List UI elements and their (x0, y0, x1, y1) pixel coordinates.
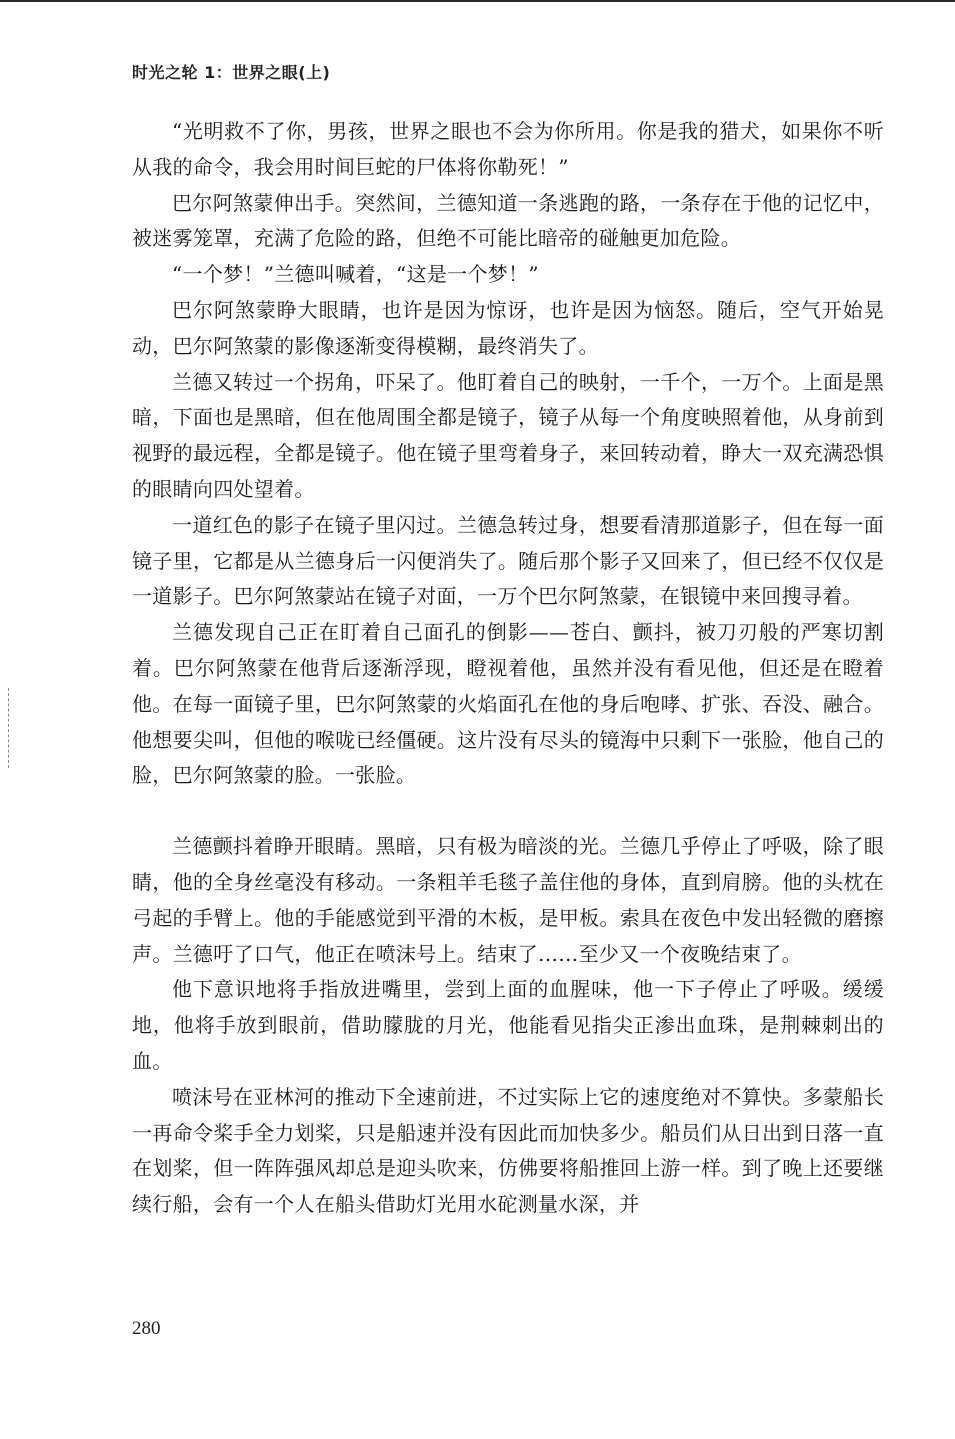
paragraph: “光明救不了你，男孩，世界之眼也不会为你所用。你是我的猎犬，如果你不听从我的命令，我会用时间巨蛇的尸体将你勒死！” (132, 119, 884, 179)
paragraph: 兰德颤抖着睁开眼睛。黑暗，只有极为暗淡的光。兰德几乎停止了呼吸，除了眼睛，他的全身丝毫没有移动。一条粗羊毛毯子盖住他的身体，直到肩膀。他的头枕在弓起的手臂上。他的手能感觉到平滑的木板，是甲板。索具在夜色中发出轻微的磨擦声。兰德吁了口气，他正在喷沫号上。结束了……至少又一个夜晚结束了。 (132, 834, 884, 966)
paragraph: 一道红色的影子在镜子里闪过。兰德急转过身，想要看清那道影子，但在每一面镜子里，它都是从兰德身后一闪便消失了。随后那个影子又回来了，但已经不仅仅是一道影子。巴尔阿煞蒙站在镜子对面，一万个巴尔阿煞蒙，在银镜中来回搜寻着。 (132, 512, 884, 609)
paragraph: 兰德又转过一个拐角，吓呆了。他盯着自己的映射，一千个，一万个。上面是黑暗，下面也是黑暗，但在他周围全都是镜子，镜子从每一个角度映照着他，从身前到视野的最远程，全都是镜子。他在镜子里弯着身子，来回转动着，睁大一双充满恐惧的眼睛向四处望着。 (132, 369, 884, 501)
paragraph: 巴尔阿煞蒙伸出手。突然间，兰德知道一条逃跑的路，一条存在于他的记忆中，被迷雾笼罩，充满了危险的路，但绝不可能比暗帝的碰触更加危险。 (132, 190, 884, 251)
paragraph: 喷沫号在亚林河的推动下全速前进，不过实际上它的速度绝对不算快。多蒙船长一再命令桨手全力划桨，只是船速并没有因此而加快多少。船员们从日出到日落一直在划桨，但一阵阵强风却总是迎头吹来，仿佛要将船推回上游一样。到了晚上还要继续行船，会有一个人在船头借助灯光用水砣测量水深，并 (132, 1084, 884, 1217)
paragraph: 巴尔阿煞蒙睁大眼睛，也许是因为惊讶，也许是因为恼怒。随后，空气开始晃动，巴尔阿煞蒙的影像逐渐变得模糊，最终消失了。 (132, 297, 884, 358)
paragraph: 他下意识地将手指放进嘴里，尝到上面的血腥味，他一下子停止了呼吸。缓缓地，他将手放到眼前，借助朦胧的月光，他能看见指尖正渗出血珠，是荆棘刺出的血。 (132, 977, 884, 1073)
page-number: 280 (132, 1318, 161, 1339)
top-rule (0, 0, 955, 2)
binding-mark (8, 688, 10, 768)
running-header: 时光之轮 1：世界之眼(上) (132, 63, 331, 82)
body-text (132, 114, 884, 1223)
paragraph: “一个梦！”兰德叫喊着，“这是一个梦！” (172, 262, 539, 287)
section-break (132, 794, 884, 829)
paragraph: 兰德发现自己正在盯着自己面孔的倒影——苍白、颤抖，被刀刃般的严寒切割着。巴尔阿煞蒙在他背后逐渐浮现，瞪视着他，虽然并没有看见他，但还是在瞪着他。在每一面镜子里，巴尔阿煞蒙的火焰面孔在他的身后咆哮、扩张、吞没、融合。他想要尖叫，但他的喉咙已经僵硬。这片没有尽头的镜海中只剩下一张脸，他自己的脸，巴尔阿煞蒙的脸。一张脸。 (132, 620, 884, 788)
